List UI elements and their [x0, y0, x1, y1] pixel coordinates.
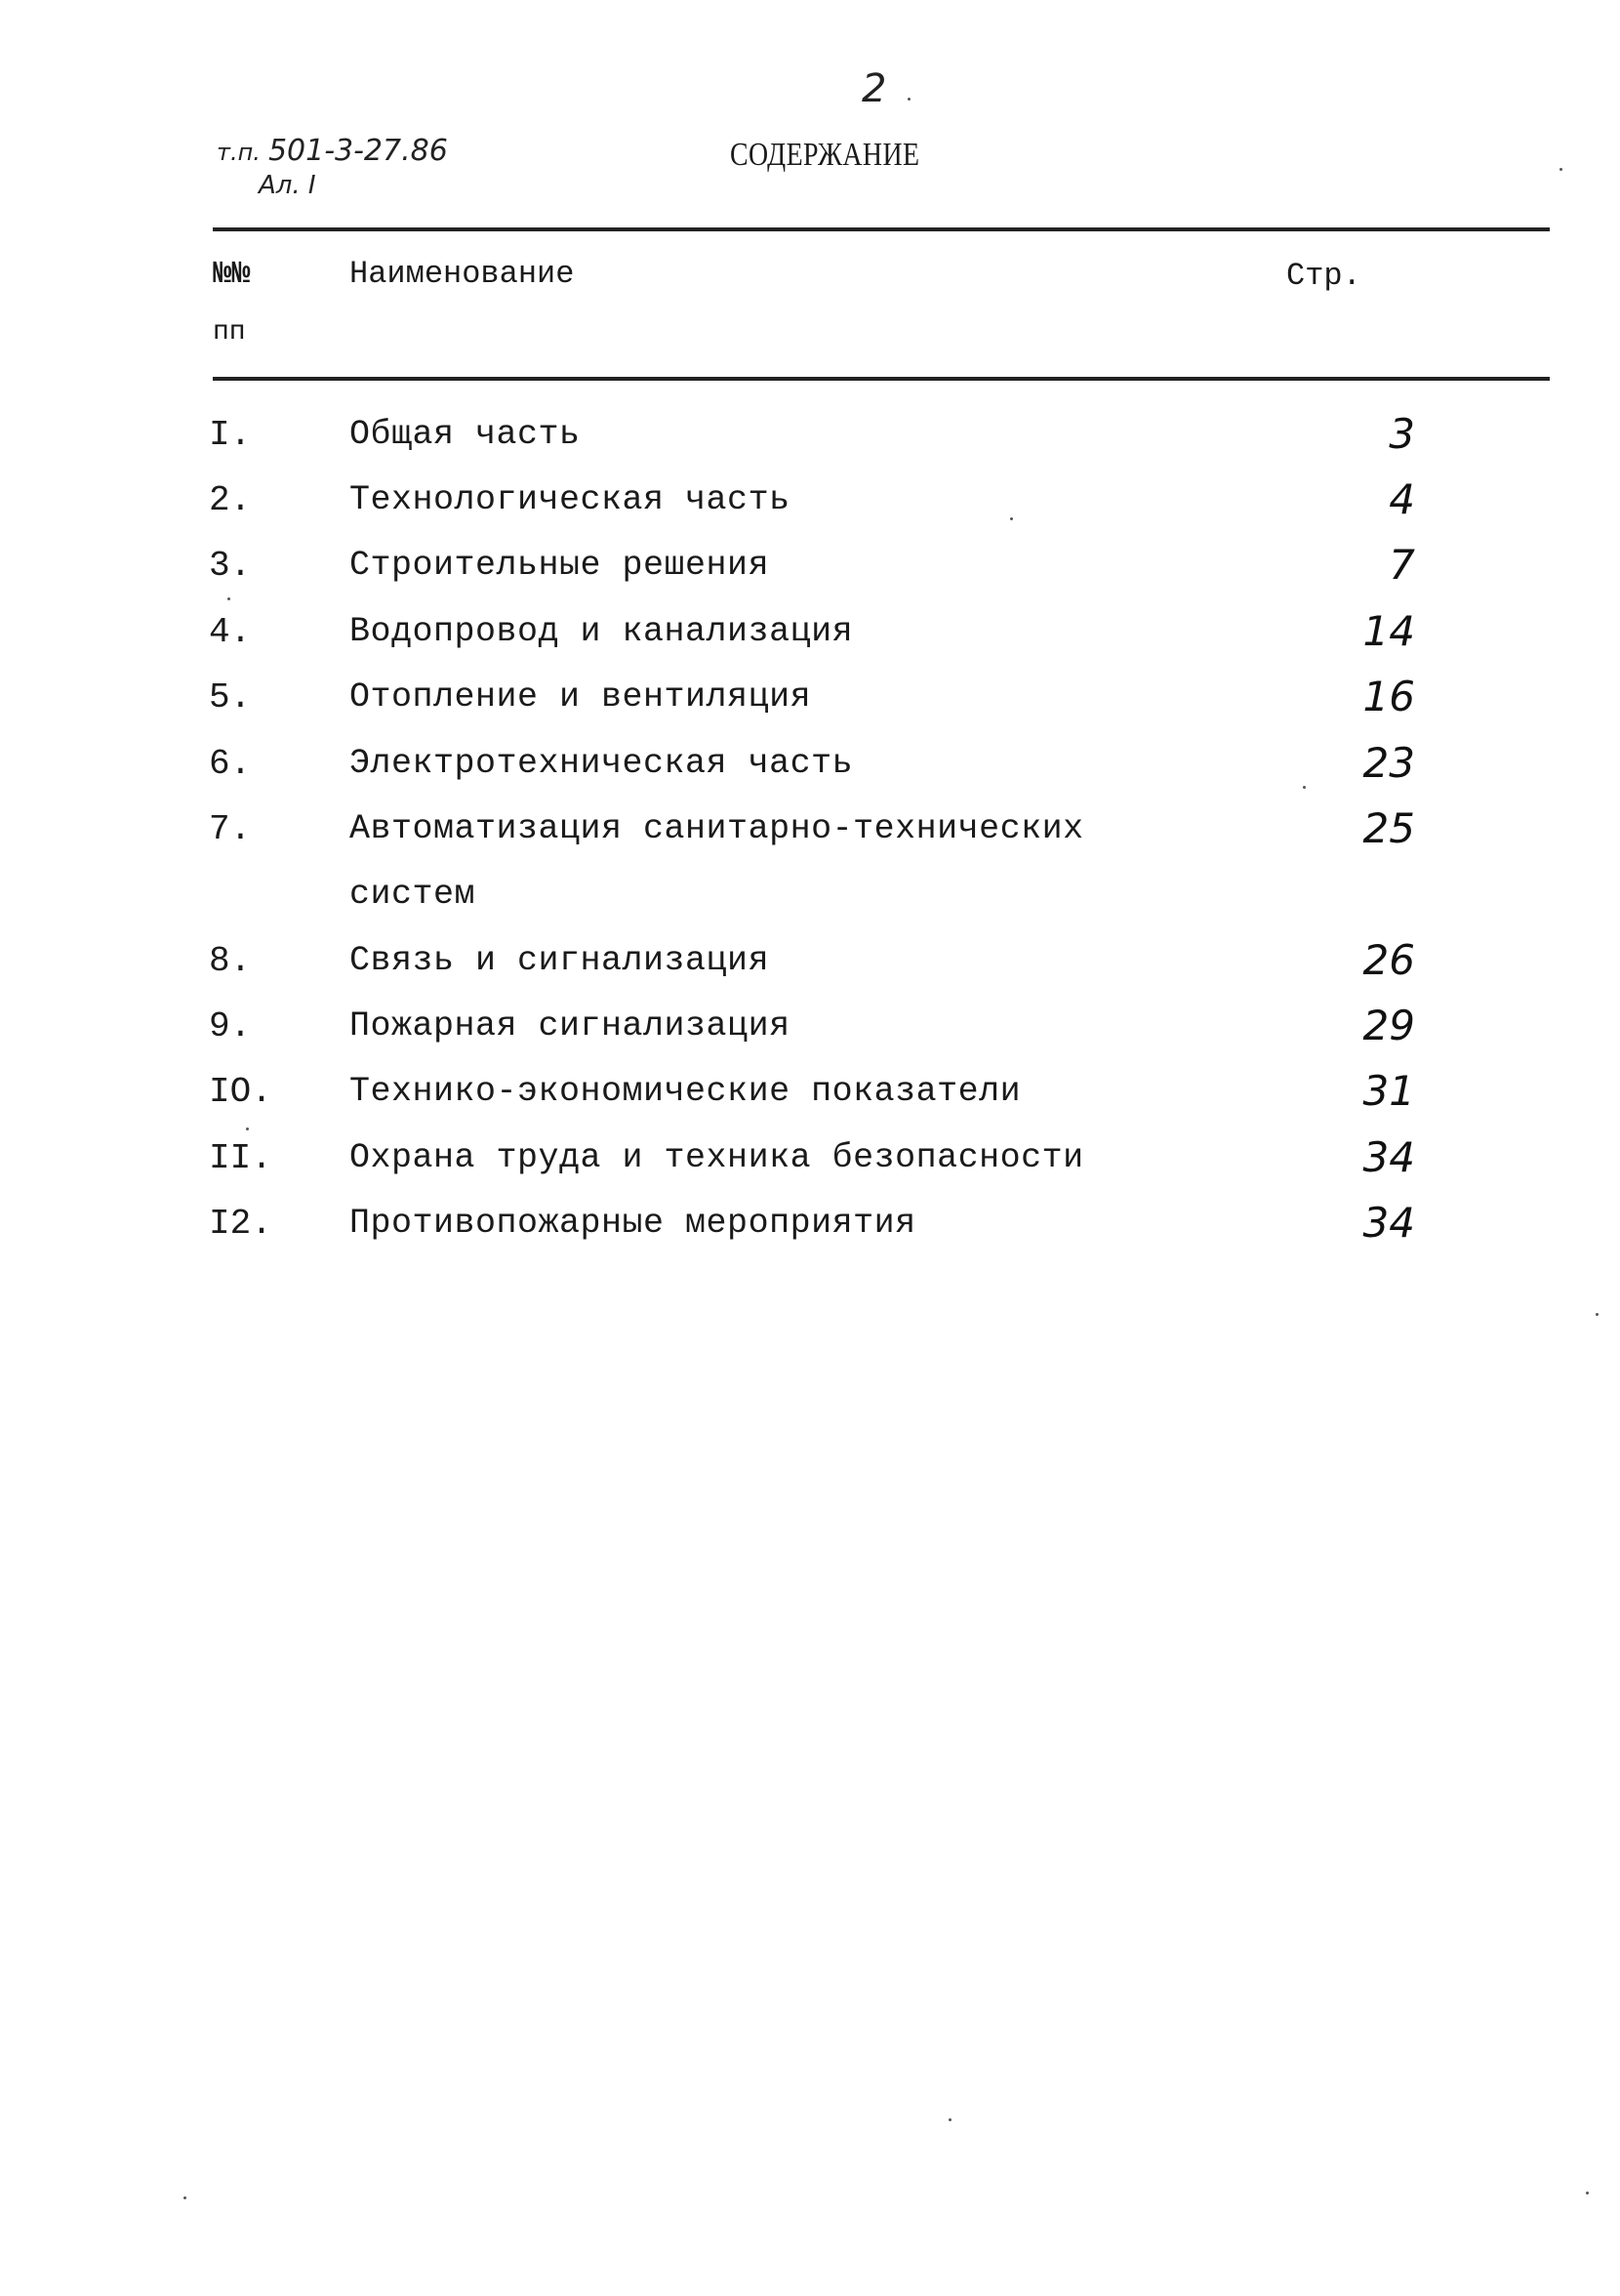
row-title: Противопожарные мероприятия	[349, 1204, 916, 1243]
scan-speck	[1303, 786, 1306, 789]
row-number: 6.	[209, 744, 252, 784]
scan-speck	[246, 1128, 249, 1130]
row-number: 3.	[209, 546, 252, 586]
row-title: Водопровод и канализация	[349, 612, 854, 651]
row-page: 4	[1389, 475, 1415, 523]
row-number: 9.	[209, 1006, 252, 1046]
row-page: 23	[1362, 739, 1415, 787]
row-page: 14	[1362, 607, 1415, 655]
scan-speck	[908, 98, 911, 101]
row-title-continuation: систем	[349, 875, 476, 914]
row-title: Связь и сигнализация	[349, 941, 770, 980]
row-title: Технико-экономические показатели	[349, 1072, 1022, 1111]
row-title: Электротехническая часть	[349, 744, 854, 783]
page-number: 2	[862, 66, 887, 111]
table-row	[0, 475, 1620, 542]
table-row	[0, 410, 1620, 476]
page-title: СОДЕРЖАНИЕ	[730, 137, 920, 173]
row-page: 34	[1362, 1199, 1415, 1247]
column-header-number: №№	[213, 256, 251, 292]
column-header-page: Стр.	[1286, 258, 1361, 294]
scan-speck	[1559, 168, 1562, 171]
scan-speck	[183, 2196, 186, 2199]
row-page: 31	[1362, 1067, 1415, 1115]
scan-speck	[1596, 1313, 1599, 1316]
row-title: Строительные решения	[349, 546, 770, 585]
table-row	[0, 1002, 1620, 1068]
row-number: 5.	[209, 677, 252, 718]
row-number: II.	[209, 1138, 272, 1178]
table-row	[0, 1133, 1620, 1200]
row-title: Отопление и вентиляция	[349, 677, 812, 717]
row-number: IO.	[209, 1072, 272, 1112]
table-row	[0, 607, 1620, 674]
scan-speck	[1586, 2192, 1589, 2194]
row-page: 29	[1362, 1002, 1415, 1049]
column-header-number-sub: пп	[213, 317, 246, 348]
row-number: 7.	[209, 809, 252, 849]
scan-speck	[1010, 517, 1013, 520]
row-title: Общая часть	[349, 415, 581, 454]
scan-speck	[227, 597, 230, 600]
scan-speck	[949, 2118, 952, 2121]
row-title: Технологическая часть	[349, 480, 790, 519]
column-header-name: Наименование	[349, 256, 575, 292]
table-row	[0, 541, 1620, 607]
table-row	[0, 739, 1620, 805]
table-row	[0, 804, 1620, 939]
row-number: I2.	[209, 1204, 272, 1244]
row-number: I.	[209, 415, 252, 455]
row-page: 34	[1362, 1133, 1415, 1181]
table-row	[0, 1067, 1620, 1133]
table-row	[0, 1199, 1620, 1265]
row-title: Автоматизация санитарно-технических	[349, 809, 1084, 848]
document-code-value: 501-3-27.86	[267, 134, 448, 168]
row-number: 2.	[209, 480, 252, 520]
row-number: 8.	[209, 941, 252, 981]
row-page: 3	[1389, 410, 1415, 458]
row-page: 7	[1389, 541, 1415, 589]
row-number: 4.	[209, 612, 252, 652]
row-page: 16	[1362, 673, 1415, 720]
row-page: 25	[1362, 804, 1415, 852]
table-row	[0, 673, 1620, 739]
row-title: Охрана труда и техника безопасности	[349, 1138, 1084, 1177]
document-code-prefix: т.п.	[217, 139, 261, 166]
row-title: Пожарная сигнализация	[349, 1006, 790, 1046]
table-row	[0, 936, 1620, 1003]
album-sheet-label: Ал. I	[259, 171, 316, 200]
row-page: 26	[1362, 936, 1415, 984]
